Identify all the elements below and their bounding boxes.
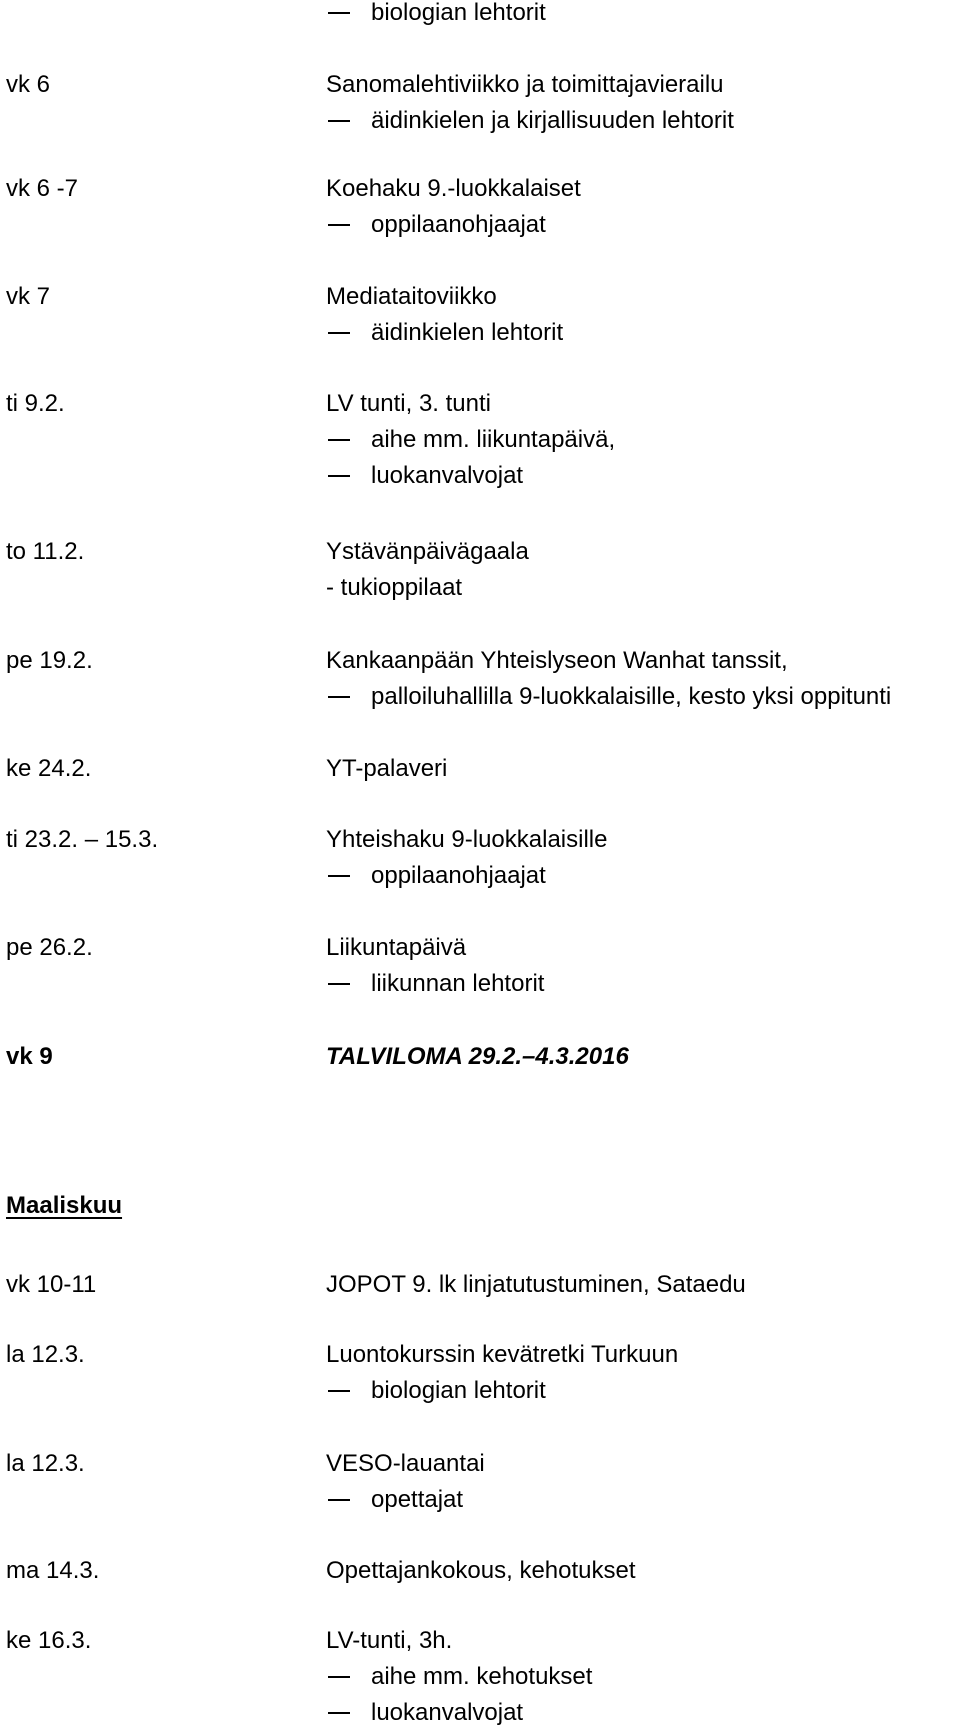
event-date: ke 16.3. (6, 1627, 92, 1654)
holiday-text: TALVILOMA 29.2.–4.3.2016 (326, 1043, 629, 1070)
event-date: ke 24.2. (6, 755, 92, 782)
event-title: Ystävänpäivägaala (326, 538, 529, 565)
sub-item-text: aihe mm. kehotukset (371, 1663, 593, 1690)
event-date: vk 6 (6, 71, 51, 98)
sub-item (326, 679, 891, 715)
sub-item-text: äidinkielen lehtorit (371, 319, 564, 346)
event-title: Mediataitoviikko (326, 283, 497, 310)
sub-item-text: opettajat (371, 1486, 464, 1513)
event-date: vk 6 -7 (6, 175, 79, 202)
dash-bullet (328, 696, 350, 698)
dash-bullet (328, 12, 350, 14)
event-date: la 12.3. (6, 1341, 85, 1368)
event-date: ma 14.3. (6, 1557, 100, 1584)
sub-item (326, 315, 563, 351)
sub-item (326, 1482, 485, 1518)
event-title: Liikuntapäivä (326, 934, 467, 961)
sub-item-text: biologian lehtorit (371, 0, 546, 26)
sub-item (326, 458, 615, 494)
event-title: JOPOT 9. lk linjatutustuminen, Sataedu (326, 1271, 746, 1298)
sub-item-text: oppilaanohjaajat (371, 862, 546, 889)
sub-item (326, 422, 615, 458)
dash-bullet (328, 475, 350, 477)
event-title: VESO-lauantai (326, 1450, 485, 1477)
sub-item-text: aihe mm. liikuntapäivä, (371, 426, 616, 453)
dash-bullet (328, 439, 350, 441)
event-title: Luontokurssin kevätretki Turkuun (326, 1341, 679, 1368)
event-title: Koehaku 9.-luokkalaiset (326, 175, 581, 202)
event-date: to 11.2. (6, 538, 85, 565)
dash-bullet (328, 332, 350, 334)
sub-item-text: äidinkielen ja kirjallisuuden lehtorit (371, 107, 734, 134)
month-heading: Maaliskuu (6, 1192, 123, 1219)
event-date: vk 10-11 (6, 1271, 97, 1298)
sub-item (326, 103, 734, 139)
event-date: pe 19.2. (6, 647, 93, 674)
event-date: ti 9.2. (6, 390, 65, 417)
dash-bullet (328, 1390, 350, 1392)
event-plain-line: - tukioppilaat (326, 574, 463, 601)
sub-item (326, 1373, 678, 1409)
event-title: LV tunti, 3. tunti (326, 390, 491, 417)
dash-bullet (328, 1712, 350, 1714)
event-date: pe 26.2. (6, 934, 93, 961)
dash-bullet (328, 875, 350, 877)
event-date: la 12.3. (6, 1450, 85, 1477)
sub-item (326, 0, 546, 31)
sub-item-text: luokanvalvojat (371, 1699, 524, 1726)
sub-item-text: liikunnan lehtorit (371, 970, 545, 997)
sub-item (326, 858, 607, 894)
sub-item-text: palloiluhallilla 9-luokkalaisille, kesto yksi oppitunti (371, 683, 892, 710)
sub-item-text: oppilaanohjaajat (371, 211, 546, 238)
dash-bullet (328, 983, 350, 985)
dash-bullet (328, 120, 350, 122)
event-title: Kankaanpään Yhteislyseon Wanhat tanssit, (326, 647, 788, 674)
sub-item-text: luokanvalvojat (371, 462, 524, 489)
dash-bullet (328, 224, 350, 226)
dash-bullet (328, 1499, 350, 1501)
sub-item (326, 966, 544, 1002)
event-title: Sanomalehtiviikko ja toimittajavierailu (326, 71, 724, 98)
event-title: LV-tunti, 3h. (326, 1627, 453, 1654)
event-title: Yhteishaku 9-luokkalaisille (326, 826, 608, 853)
sub-item (326, 207, 581, 243)
sub-item-text: biologian lehtorit (371, 1377, 546, 1404)
event-date: vk 7 (6, 283, 51, 310)
event-title: YT-palaveri (326, 755, 448, 782)
dash-bullet (328, 1676, 350, 1678)
event-date: ti 23.2. – 15.3. (6, 826, 159, 853)
sub-item (326, 1659, 592, 1695)
holiday-week: vk 9 (6, 1043, 53, 1070)
event-title: Opettajankokous, kehotukset (326, 1557, 636, 1584)
sub-item (326, 1695, 592, 1731)
